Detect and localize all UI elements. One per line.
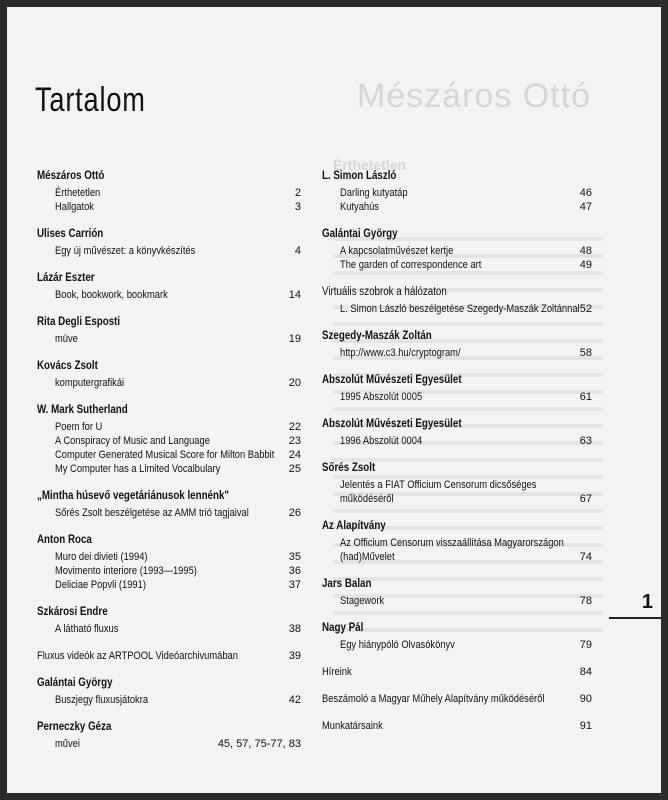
toc-entry-title: Kutyahús	[340, 201, 379, 213]
toc-entry	[322, 302, 592, 316]
toc-entry-page: 39	[288, 650, 301, 662]
toc-entry-page: 67	[579, 493, 592, 505]
toc-section	[322, 621, 592, 652]
toc-author: Abszolút Művészeti Egyesület	[322, 374, 462, 386]
toc-entry-page: 47	[579, 201, 592, 213]
toc-entry-title: Az Officium Censorum visszaállítása Magyarországon	[340, 537, 564, 549]
toc-entry	[37, 186, 301, 200]
toc-entry-page: 58	[579, 347, 592, 359]
page-number: 1	[641, 591, 653, 613]
toc-entry	[37, 737, 301, 751]
toc-entry	[37, 244, 301, 258]
toc-entry-title: Deliciae Popvli (1991)	[55, 579, 146, 591]
toc-author: Lázár Eszter	[37, 272, 95, 284]
toc-entry-title: komputergrafikái	[55, 377, 125, 389]
toc-section	[37, 227, 301, 258]
toc-section	[37, 676, 301, 707]
toc-right-column	[322, 169, 592, 746]
toc-section	[37, 489, 301, 520]
toc-entry	[37, 200, 301, 214]
toc-entry	[322, 478, 592, 492]
toc-entry	[322, 200, 592, 214]
toc-entry	[322, 536, 592, 550]
toc-author: Abszolút Művészeti Egyesület	[322, 418, 462, 430]
toc-entry-title: A Conspiracy of Music and Language	[55, 435, 210, 447]
toc-entry	[322, 638, 592, 652]
toc-section	[37, 169, 301, 214]
toc-section	[37, 315, 301, 346]
toc-entry-page: 52	[579, 303, 592, 315]
toc-entry-page: 61	[579, 391, 592, 403]
toc-author: Szegedy-Maszák Zoltán	[322, 330, 432, 342]
toc-entry-title: 1995 Abszolút 0005	[340, 391, 423, 403]
toc-entry-page: 25	[288, 463, 301, 475]
toc-entry	[322, 594, 592, 608]
toc-author: Mészáros Ottó	[37, 170, 105, 182]
toc-entry-title: L. Simon László beszélgetése Szegedy-Maszák Zoltánnal	[340, 303, 580, 315]
toc-entry-title: Jelentés a FIAT Officium Censorum dicsőséges	[340, 479, 537, 491]
toc-entry-title: Movimento interiore (1993—1995)	[55, 565, 197, 577]
toc-author: Virtuális szobrok a hálózaton	[322, 286, 447, 298]
toc-entry-title: Munkatársaink	[322, 720, 383, 732]
toc-entry	[37, 434, 301, 448]
toc-entry	[322, 390, 592, 404]
toc-entry	[322, 719, 592, 733]
toc-entry-title: A látható fluxus	[55, 623, 119, 635]
toc-author: Galántai György	[322, 228, 398, 240]
toc-section	[37, 533, 301, 592]
toc-entry-title: Stagework	[340, 595, 385, 607]
toc-entry-page: 63	[579, 435, 592, 447]
toc-entry-title: Computer Generated Musical Score for Milton Babbit	[55, 449, 275, 461]
toc-entry	[37, 693, 301, 707]
toc-entry	[37, 376, 301, 390]
toc-entry	[322, 244, 592, 258]
toc-entry-page: 84	[579, 666, 592, 678]
toc-section	[322, 519, 592, 564]
toc-section	[37, 271, 301, 302]
toc-section	[322, 285, 592, 316]
toc-entry-page: 4	[294, 245, 301, 257]
document-page	[7, 7, 661, 793]
toc-author: Nagy Pál	[322, 622, 364, 634]
toc-entry-page: 46	[579, 187, 592, 199]
toc-entry-title: Fluxus videók az ARTPOOL Videóarchivumában	[37, 650, 238, 662]
toc-entry-title: Beszámoló a Magyar Műhely Alapítvány működéséről	[322, 693, 545, 705]
toc-entry	[37, 448, 301, 462]
toc-entry-page: 26	[288, 507, 301, 519]
toc-entry-page: 20	[288, 377, 301, 389]
toc-entry-title: Egy új művészet: a könyvkészítés	[55, 245, 196, 257]
toc-entry-page: 42	[288, 694, 301, 706]
toc-entry-title: Hallgatok	[55, 201, 94, 213]
toc-entry	[37, 578, 301, 592]
toc-entry-title: (had)Művelet	[340, 551, 395, 563]
toc-author: Sőrés Zsolt	[322, 462, 376, 474]
toc-section	[322, 329, 592, 360]
toc-author: Galántai György	[37, 677, 113, 689]
toc-entry-page: 37	[288, 579, 301, 591]
toc-entry	[322, 346, 592, 360]
toc-entry-title: Muro dei divieti (1994)	[55, 551, 148, 563]
toc-section	[322, 373, 592, 404]
toc-entry-page: 79	[579, 639, 592, 651]
toc-section	[322, 417, 592, 448]
toc-entry-page: 48	[579, 245, 592, 257]
toc-entry-page: 74	[579, 551, 592, 563]
toc-author: Rita Degli Esposti	[37, 316, 121, 328]
page-number-rule	[609, 617, 661, 619]
toc-section	[37, 403, 301, 476]
toc-entry-page: 2	[294, 187, 301, 199]
toc-entry	[37, 564, 301, 578]
toc-entry-title: My Computer has a Limited Vocalbulary	[55, 463, 221, 475]
toc-entry-page: 3	[294, 201, 301, 213]
toc-section	[322, 692, 592, 706]
toc-author: L. Simon László	[322, 170, 397, 182]
toc-entry	[322, 492, 592, 506]
toc-author: Anton Roca	[37, 534, 92, 546]
toc-left-column	[37, 169, 301, 764]
toc-entry	[322, 186, 592, 200]
toc-entry	[37, 622, 301, 636]
toc-entry	[322, 258, 592, 272]
toc-entry-title: Egy hiánypóló Olvasókönyv	[340, 639, 455, 651]
toc-author: W. Mark Sutherland	[37, 404, 128, 416]
toc-entry	[37, 288, 301, 302]
toc-entry-title: művei	[55, 738, 80, 750]
toc-author: „Mintha húsevő vegetáriánusok lennénk"	[37, 490, 230, 502]
toc-entry	[37, 506, 301, 520]
toc-section	[322, 169, 592, 214]
toc-entry	[37, 649, 301, 663]
toc-section	[322, 577, 592, 608]
toc-section	[322, 665, 592, 679]
toc-entry-title: http://www.c3.hu/cryptogram/	[340, 347, 461, 359]
toc-entry-page: 78	[579, 595, 592, 607]
toc-section	[37, 720, 301, 751]
toc-entry	[37, 550, 301, 564]
toc-entry-page: 38	[288, 623, 301, 635]
toc-author: Az Alapítvány	[322, 520, 386, 532]
background-show-through-name: Mészáros Ottó	[356, 77, 591, 115]
toc-section	[322, 461, 592, 506]
toc-entry-title: Darling kutyatáp	[340, 187, 408, 199]
toc-section	[322, 719, 592, 733]
page-title: Tartalom	[35, 81, 146, 119]
toc-entry-title: Érthetetlen	[55, 187, 101, 199]
toc-entry-page: 91	[579, 720, 592, 732]
toc-entry-page: 24	[288, 449, 301, 461]
toc-entry	[322, 550, 592, 564]
toc-section	[37, 359, 301, 390]
toc-entry	[322, 665, 592, 679]
toc-entry-page: 35	[288, 551, 301, 563]
toc-entry-page: 36	[288, 565, 301, 577]
toc-entry-title: Sőrés Zsolt beszélgetése az AMM trió tagjaival	[55, 507, 249, 519]
background-show-through-subtitle: Érthetetlen	[333, 157, 407, 173]
toc-author: Ulises Carrión	[37, 228, 104, 240]
toc-entry-page: 14	[288, 289, 301, 301]
toc-entry-title: működéséről	[340, 493, 394, 505]
toc-entry-title: The garden of correspondence art	[340, 259, 482, 271]
toc-entry	[322, 692, 592, 706]
toc-entry-title: Híreink	[322, 666, 352, 678]
toc-author: Jars Balan	[322, 578, 372, 590]
toc-entry	[322, 434, 592, 448]
toc-section	[37, 649, 301, 663]
toc-entry-title: Poem for U	[55, 421, 103, 433]
toc-entry-title: müve	[55, 333, 78, 345]
toc-entry-title: Book, bookwork, bookmark	[55, 289, 168, 301]
toc-entry-page: 23	[288, 435, 301, 447]
toc-entry	[37, 420, 301, 434]
toc-entry-title: 1996 Abszolút 0004	[340, 435, 423, 447]
toc-entry-page: 45, 57, 75-77, 83	[217, 738, 301, 750]
toc-section	[37, 605, 301, 636]
toc-entry-title: Buszjegy fluxusjátokra	[55, 694, 149, 706]
toc-author: Szkárosi Endre	[37, 606, 108, 618]
toc-author: Kovács Zsolt	[37, 360, 98, 372]
toc-author: Perneczky Géza	[37, 721, 112, 733]
toc-entry-page: 22	[288, 421, 301, 433]
toc-entry	[37, 462, 301, 476]
toc-entry-page: 90	[579, 693, 592, 705]
toc-entry-page: 49	[579, 259, 592, 271]
toc-entry	[37, 332, 301, 346]
toc-entry-page: 19	[288, 333, 301, 345]
toc-section	[322, 227, 592, 272]
toc-entry-title: A kapcsolatművészet kertje	[340, 245, 454, 257]
